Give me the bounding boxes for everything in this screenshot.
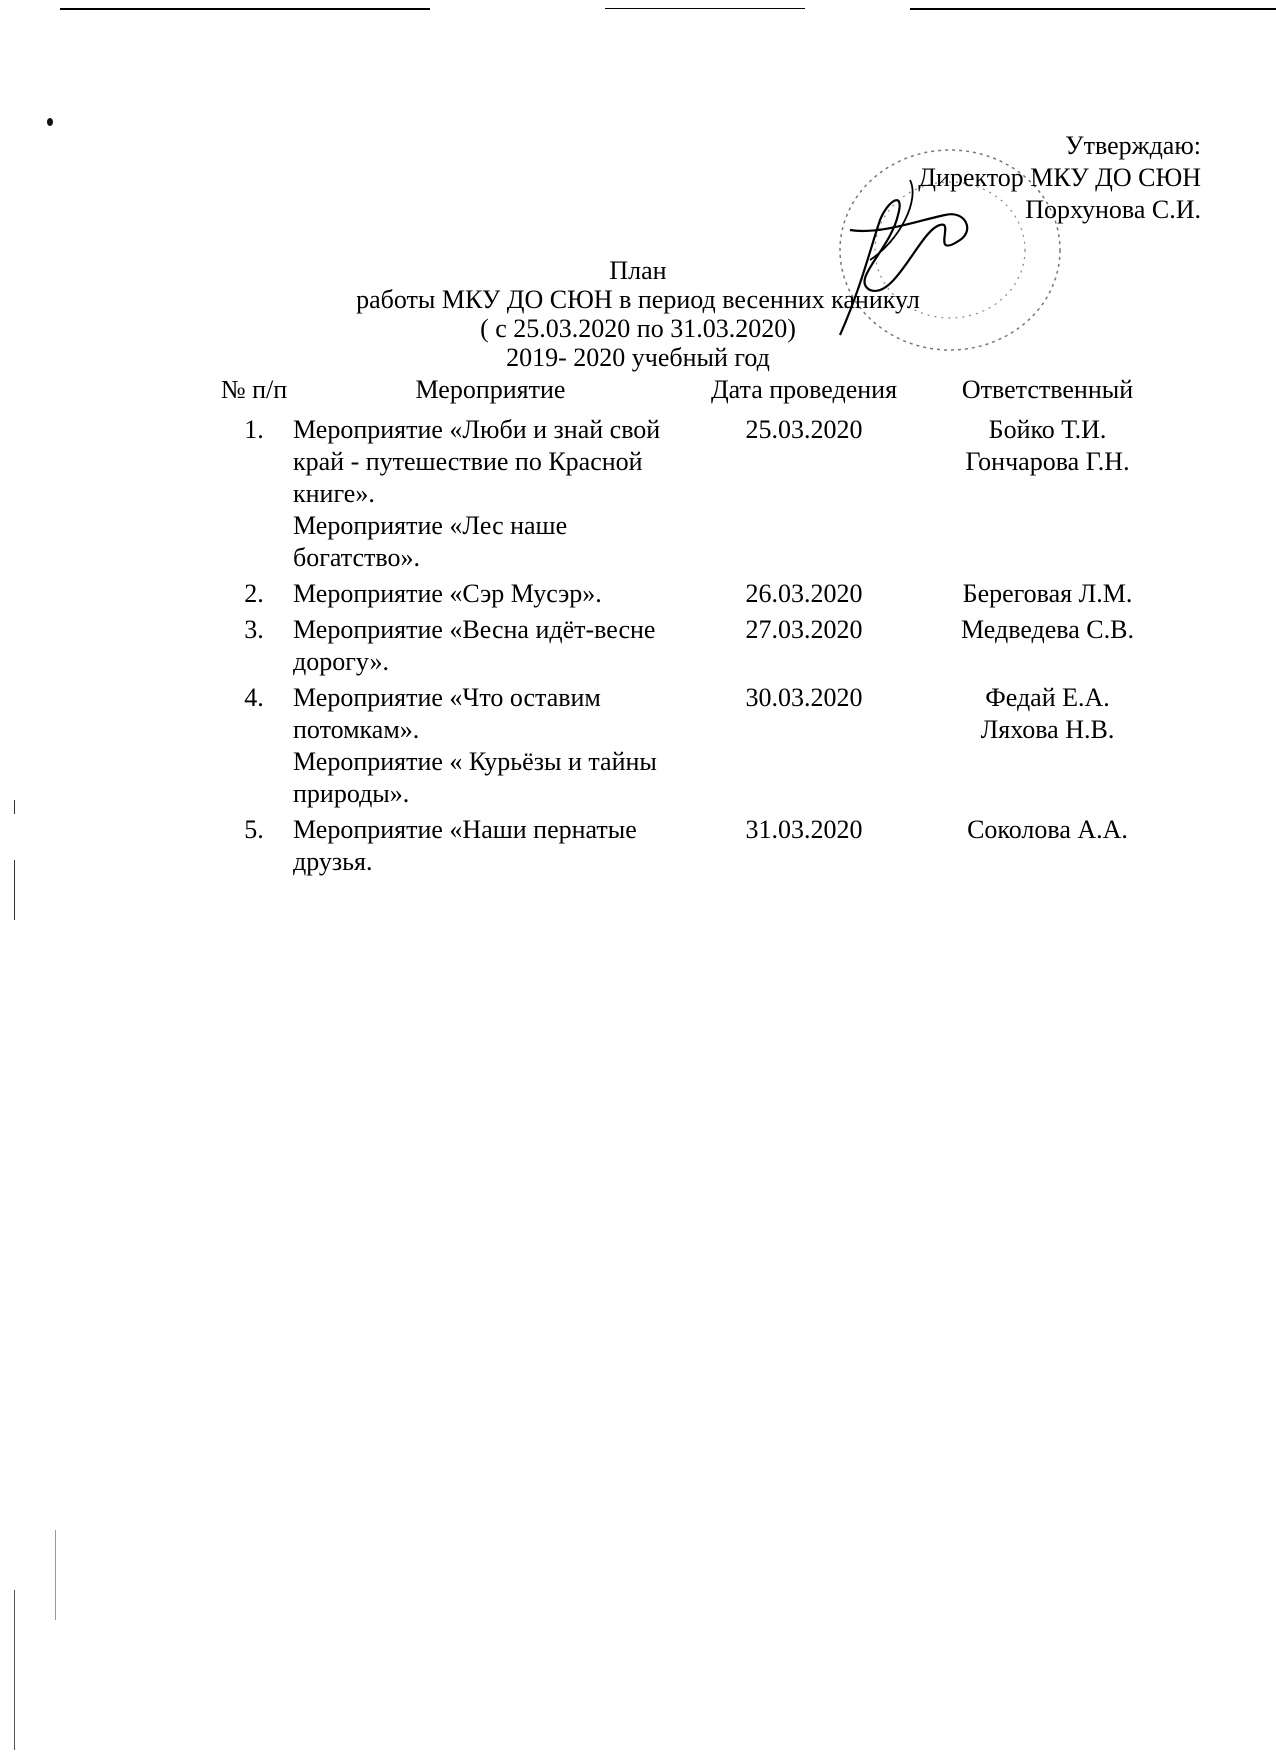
plan-title: План (609, 256, 667, 285)
row-date: 26.03.2020 (745, 579, 863, 608)
row-num: 2. (244, 579, 264, 608)
responsible-name: Федай Е.А. (985, 683, 1110, 712)
events-table (215, 374, 1175, 882)
table-header-row (215, 374, 1175, 414)
row-num: 1. (244, 415, 264, 444)
scan-margin-mark (14, 860, 15, 920)
row-date: 31.03.2020 (745, 815, 863, 844)
approval-label: Утверждаю: (1065, 131, 1201, 160)
row-event (293, 614, 688, 682)
row-responsible (920, 614, 1175, 682)
table-row (215, 414, 1175, 578)
table-row (215, 814, 1175, 882)
row-num: 5. (244, 815, 264, 844)
responsible-name: Ляхова Н.В. (980, 715, 1115, 744)
responsible-name: Бойко Т.И. (988, 415, 1107, 444)
row-event (293, 682, 688, 814)
approval-block (918, 130, 1201, 226)
event-text: Мероприятие « Курьёзы и тайны природы». (293, 747, 657, 808)
scan-margin-mark (55, 1530, 56, 1620)
event-text: Мероприятие «Сэр Мусэр». (293, 579, 602, 608)
header-num: № п/п (220, 375, 288, 404)
plan-period: ( с 25.03.2020 по 31.03.2020) (480, 314, 796, 343)
header-responsible: Ответственный (961, 375, 1134, 404)
row-event (293, 578, 688, 614)
scan-margin-mark (14, 800, 15, 814)
table-row (215, 682, 1175, 814)
header-date: Дата проведения (710, 375, 898, 404)
table-row (215, 614, 1175, 682)
row-responsible (920, 682, 1175, 814)
row-responsible (920, 814, 1175, 882)
row-date: 25.03.2020 (745, 415, 863, 444)
responsible-name: Соколова А.А. (967, 815, 1128, 844)
header-event: Мероприятие (415, 375, 566, 404)
event-text: Мероприятие «Наши пернатые друзья. (293, 815, 637, 876)
plan-school-year: 2019- 2020 учебный год (506, 343, 770, 372)
row-num: 3. (244, 615, 264, 644)
plan-subtitle: работы МКУ ДО СЮН в период весенних каникул (356, 285, 920, 314)
table-row (215, 578, 1175, 614)
responsible-name: Береговая Л.М. (962, 579, 1133, 608)
row-event (293, 814, 688, 882)
scan-speck (47, 118, 53, 126)
row-date: 30.03.2020 (745, 683, 863, 712)
scan-margin-mark (14, 1590, 15, 1750)
approval-position: Директор МКУ ДО СЮН (918, 163, 1201, 192)
scan-edge-line-right (910, 8, 1276, 10)
responsible-name: Медведева С.В. (961, 615, 1134, 644)
event-text: Мероприятие «Что оставим потомкам». (293, 683, 601, 744)
scan-edge-line-left (60, 8, 430, 10)
row-responsible (920, 578, 1175, 614)
approval-name: Порхунова С.И. (1025, 195, 1201, 224)
row-num: 4. (244, 683, 264, 712)
event-text: Мероприятие «Лес наше богатство». (293, 511, 568, 572)
row-date: 27.03.2020 (745, 615, 863, 644)
responsible-name: Гончарова Г.Н. (965, 447, 1130, 476)
event-text: Мероприятие «Весна идёт-весне дорогу». (293, 615, 656, 676)
row-event (293, 414, 688, 578)
event-text: Мероприятие «Люби и знай свой край - путешествие по Красной книге». (293, 415, 661, 508)
scan-edge-line-middle (605, 8, 805, 9)
row-responsible (920, 414, 1175, 578)
